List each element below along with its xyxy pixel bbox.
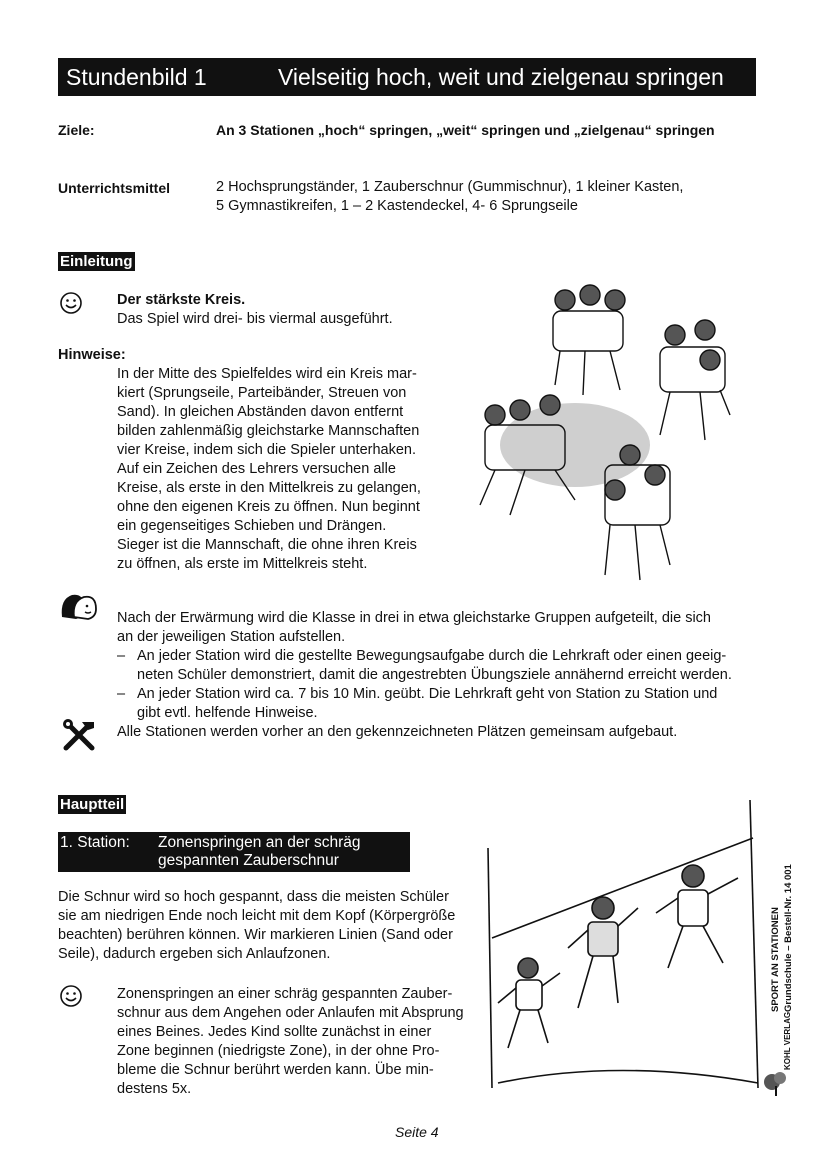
title-bar: [58, 58, 756, 96]
sidebar-order: Grundschule – Bestell-Nr. 14 001: [783, 864, 794, 1012]
page-number: Seite 4: [395, 1124, 439, 1140]
publisher-name: KOHL VERLAG: [783, 1011, 792, 1070]
hinweise-line: ohne den eigenen Kreis zu öffnen. Nun beginnt: [117, 499, 420, 515]
publisher-logo: [760, 1011, 794, 1100]
organisation-bullet: [117, 647, 757, 685]
hinweise-line: Auf ein Zeichen des Lehrers versuchen alle: [117, 461, 396, 477]
hinweise-line: Sand). In gleichen Abständen davon entfernt: [117, 404, 404, 420]
exercise-line: eines Beines. Jedes Kind sollte zunächst in einer: [117, 1024, 432, 1040]
organisation-line: an der jeweiligen Station aufstellen.: [117, 629, 346, 645]
hinweise-line: Kreise, als erste in den Mittelkreis zu gelangen,: [117, 480, 421, 496]
hinweise-label: Hinweise:: [58, 347, 126, 363]
tools-icon: [60, 718, 98, 752]
station-title-line: gespannten Zauberschnur: [158, 852, 339, 869]
einleitung-tag: Einleitung: [60, 253, 133, 270]
bullet-dash: –: [117, 686, 126, 702]
unterrichtsmittel-label: Unterrichtsmittel: [58, 180, 171, 196]
station-number: 1. Station:: [60, 834, 130, 851]
aufbau-line: Alle Stationen werden vorher an den gekennzeichneten Plätzen gemeinsam aufgebaut.: [117, 724, 678, 740]
exercise-line: destens 5x.: [117, 1081, 192, 1097]
bullet-line: An jeder Station wird die gestellte Bewegungsaufgabe durch die Lehrkraft oder einen geeig-: [137, 648, 727, 664]
station-bar: [58, 832, 410, 872]
ziele-value: An 3 Stationen „hoch“ springen, „weit“ springen und „zielgenau“ springen: [216, 122, 715, 138]
station-title-line: Zonenspringen an der schräg: [158, 834, 361, 851]
rope-jump-illustration: [468, 798, 768, 1093]
description-line: sie am niedrigen Ende noch leicht mit dem Kopf (Körpergröße: [58, 908, 456, 924]
game-description: Das Spiel wird drei- bis viermal ausgeführt.: [117, 311, 393, 327]
description-line: Seile), dadurch ergeben sich Anlaufzonen.: [58, 946, 331, 962]
description-line: Die Schnur wird so hoch gespannt, dass die meisten Schüler: [58, 889, 449, 905]
smiley-icon: [58, 290, 84, 316]
unterrichtsmittel-value: [216, 178, 683, 216]
exercise-text: [117, 985, 464, 1099]
station-description: [58, 888, 455, 964]
game-block: [117, 291, 393, 329]
organisation-bullet: [117, 685, 757, 723]
hinweise-line: kiert (Sprungseile, Parteibänder, Streuen von: [117, 385, 407, 401]
circle-game-illustration: [455, 275, 755, 595]
exercise-line: Zonenspringen an einer schräg gespannten Zauber-: [117, 986, 453, 1002]
bullet-line: neten Schüler demonstriert, damit die angestrebten Übungsziele annähernd erreicht werden.: [137, 667, 732, 683]
bullet-dash: –: [117, 648, 126, 664]
exercise-line: Zone beginnen (niedrigste Zone), in der ohne Pro-: [117, 1043, 440, 1059]
hinweise-line: bilden zahlenmäßig gleichstarke Mannschaften: [117, 423, 420, 439]
hinweise-line: zu öffnen, als erste im Mittelkreis steht.: [117, 556, 368, 572]
game-title: Der stärkste Kreis.: [117, 292, 246, 308]
exercise-line: schnur aus dem Angehen oder Anlaufen mit Absprung: [117, 1005, 464, 1021]
bullet-line: An jeder Station wird ca. 7 bis 10 Min. geübt. Die Lehrkraft geht von Station zu Station und: [137, 686, 718, 702]
hinweise-line: vier Kreise, indem sich die Spieler unterhaken.: [117, 442, 417, 458]
exercise-line: bleme die Schnur berührt werden kann. Übe min-: [117, 1062, 434, 1078]
unterrichtsmittel-line: 2 Hochsprungständer, 1 Zauberschnur (Gummischnur), 1 kleiner Kasten,: [216, 179, 684, 195]
hinweise-text: [117, 365, 421, 574]
description-line: beachten) berühren können. Wir markieren Linien (Sand oder: [58, 927, 453, 943]
bullet-line: gibt evtl. helfende Hinweise.: [137, 705, 318, 721]
unterrichtsmittel-line: 5 Gymnastikreifen, 1 – 2 Kastendeckel, 4- 6 Sprungseile: [216, 198, 578, 214]
group-icon: [58, 589, 98, 621]
hinweise-line: ein gegenseitiges Schieben und Drängen.: [117, 518, 387, 534]
organisation-text: [117, 609, 757, 742]
lesson-label: Stundenbild 1: [66, 63, 207, 90]
hinweise-line: Sieger ist die Mannschaft, die ohne ihren Kreis: [117, 537, 417, 553]
smiley-icon: [58, 983, 84, 1009]
hinweise-line: In der Mitte des Spielfeldes wird ein Kreis mar-: [117, 366, 417, 382]
ziele-label: Ziele:: [58, 122, 95, 138]
organisation-line: Nach der Erwärmung wird die Klasse in drei in etwa gleichstarke Gruppen aufgeteilt, die sich: [117, 610, 711, 626]
lesson-title: Vielseitig hoch, weit und zielgenau springen: [278, 63, 724, 90]
sidebar-series: SPORT AN STATIONEN: [770, 907, 781, 1012]
hauptteil-tag: Hauptteil: [60, 796, 125, 813]
